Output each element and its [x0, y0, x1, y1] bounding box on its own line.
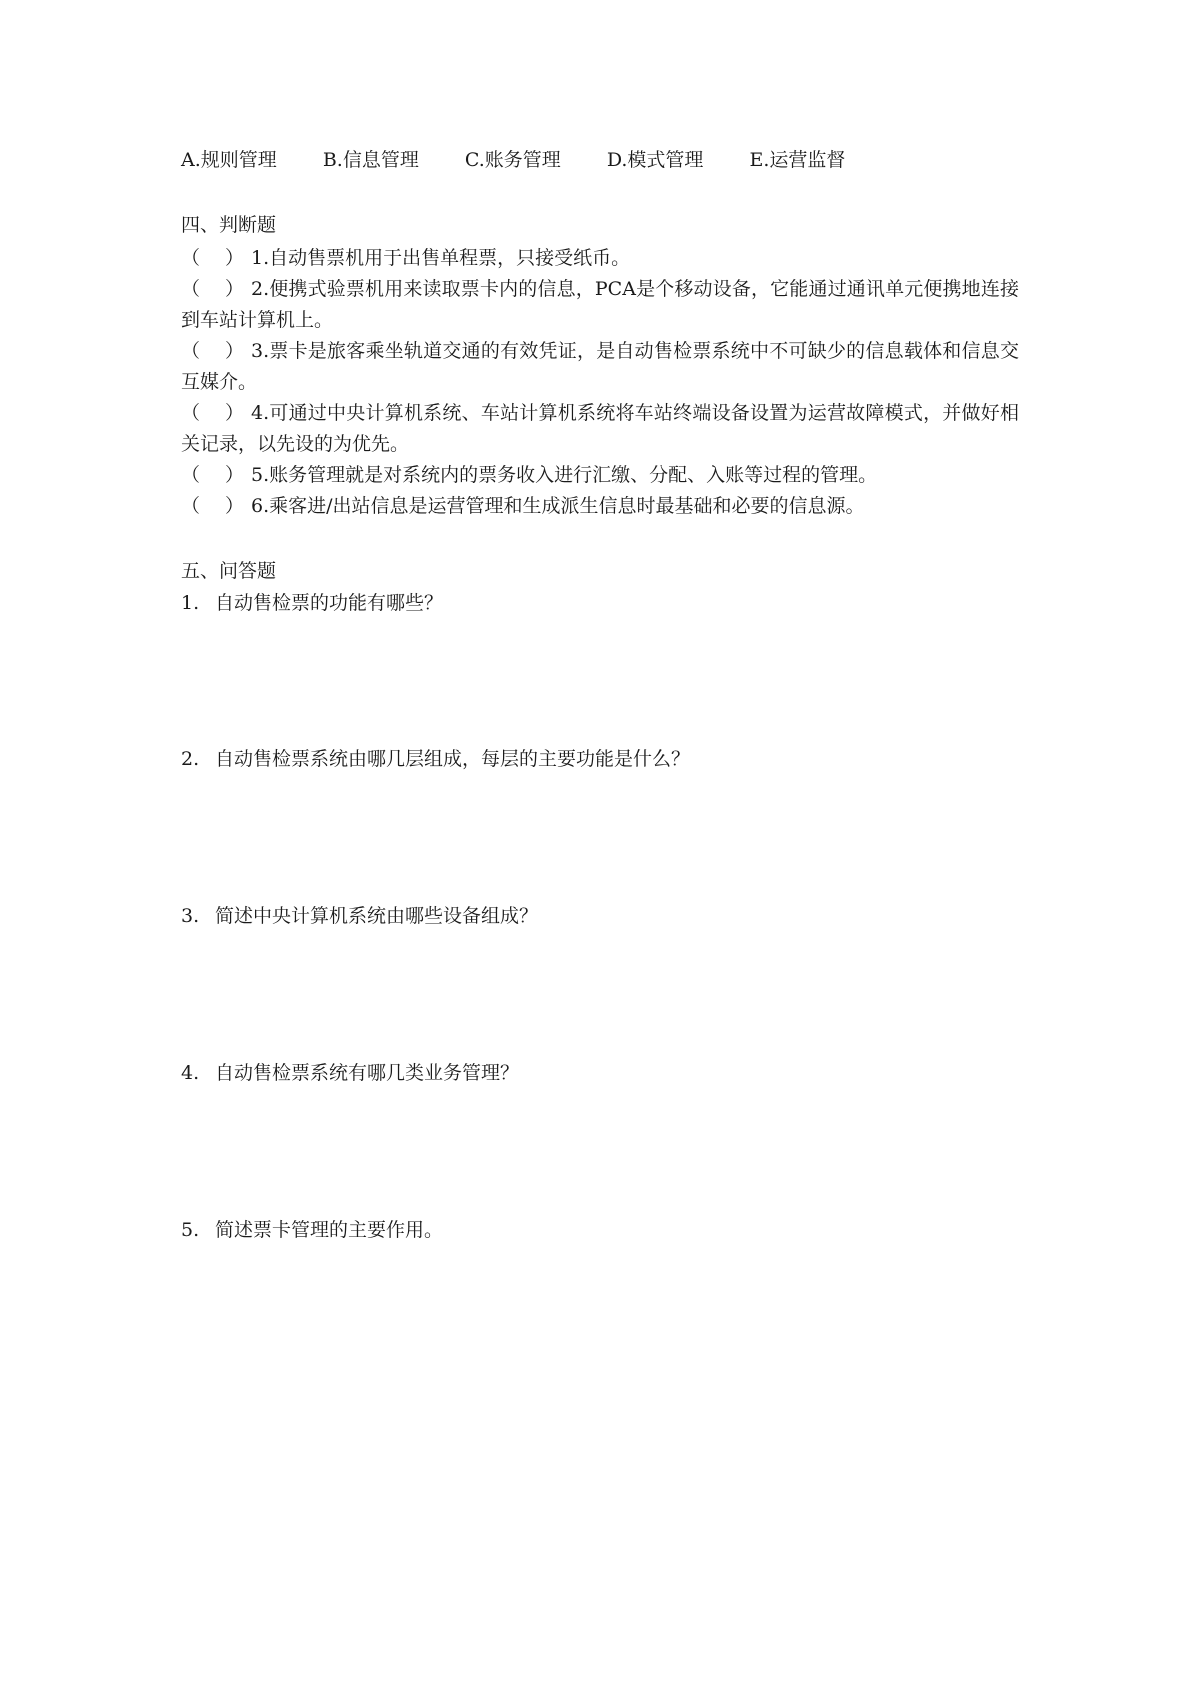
- question-text: 自动售检票系统有哪几类业务管理？: [215, 1062, 520, 1084]
- true-false-item: [181, 398, 1019, 460]
- question-item: [181, 1216, 1019, 1244]
- question-number: 3.: [181, 905, 200, 927]
- true-false-text: 4.可通过中央计算机系统、车站计算机系统将车站终端设备设置为运营故障模式，并做好相关记录，以先设的为优先。: [181, 402, 1019, 455]
- question-item: [181, 745, 1019, 773]
- option-e: E.运营监督: [749, 149, 846, 171]
- question-number: 5.: [181, 1219, 200, 1241]
- true-false-item: [181, 491, 1019, 522]
- question-number: 1.: [181, 592, 200, 614]
- answer-blank: （ ）: [181, 402, 245, 424]
- question-item: [181, 1059, 1019, 1087]
- question-item: [181, 902, 1019, 930]
- answer-blank: （ ）: [181, 495, 245, 517]
- question-text: 简述票卡管理的主要作用。: [215, 1219, 444, 1241]
- choice-options-row: [181, 146, 1041, 174]
- option-d: D.模式管理: [606, 149, 704, 171]
- answer-blank: （ ）: [181, 340, 245, 362]
- option-c: C.账务管理: [464, 149, 561, 171]
- question-text: 自动售检票系统由哪几层组成，每层的主要功能是什么？: [215, 748, 691, 770]
- question-number: 2.: [181, 748, 200, 770]
- question-text: 自动售检票的功能有哪些？: [215, 592, 444, 614]
- answer-blank: （ ）: [181, 278, 245, 300]
- question-item: [181, 589, 1019, 617]
- section-heading-true-false: 四、判断题: [181, 214, 277, 236]
- true-false-item: [181, 274, 1019, 336]
- true-false-text: 2.便携式验票机用来读取票卡内的信息，PCA是个移动设备，它能通过通讯单元便携地连接到车站计算机上。: [181, 278, 1019, 331]
- question-number: 4.: [181, 1062, 200, 1084]
- true-false-text: 6.乘客进/出站信息是运营管理和生成派生信息时最基础和必要的信息源。: [251, 495, 865, 517]
- answer-blank: （ ）: [181, 247, 245, 269]
- question-text: 简述中央计算机系统由哪些设备组成？: [215, 905, 539, 927]
- option-b: B.信息管理: [322, 149, 419, 171]
- true-false-text: 3.票卡是旅客乘坐轨道交通的有效凭证，是自动售检票系统中不可缺少的信息载体和信息交互媒介。: [181, 340, 1019, 393]
- section-heading-questions: 五、问答题: [181, 560, 277, 582]
- true-false-list: [181, 243, 1019, 522]
- answer-blank: （ ）: [181, 464, 245, 486]
- option-a: A.规则管理: [181, 149, 277, 171]
- true-false-item: [181, 460, 1019, 491]
- true-false-item: [181, 336, 1019, 398]
- true-false-text: 1.自动售票机用于出售单程票，只接受纸币。: [251, 247, 631, 269]
- true-false-text: 5.账务管理就是对系统内的票务收入进行汇缴、分配、入账等过程的管理。: [251, 464, 878, 486]
- true-false-item: [181, 243, 1019, 274]
